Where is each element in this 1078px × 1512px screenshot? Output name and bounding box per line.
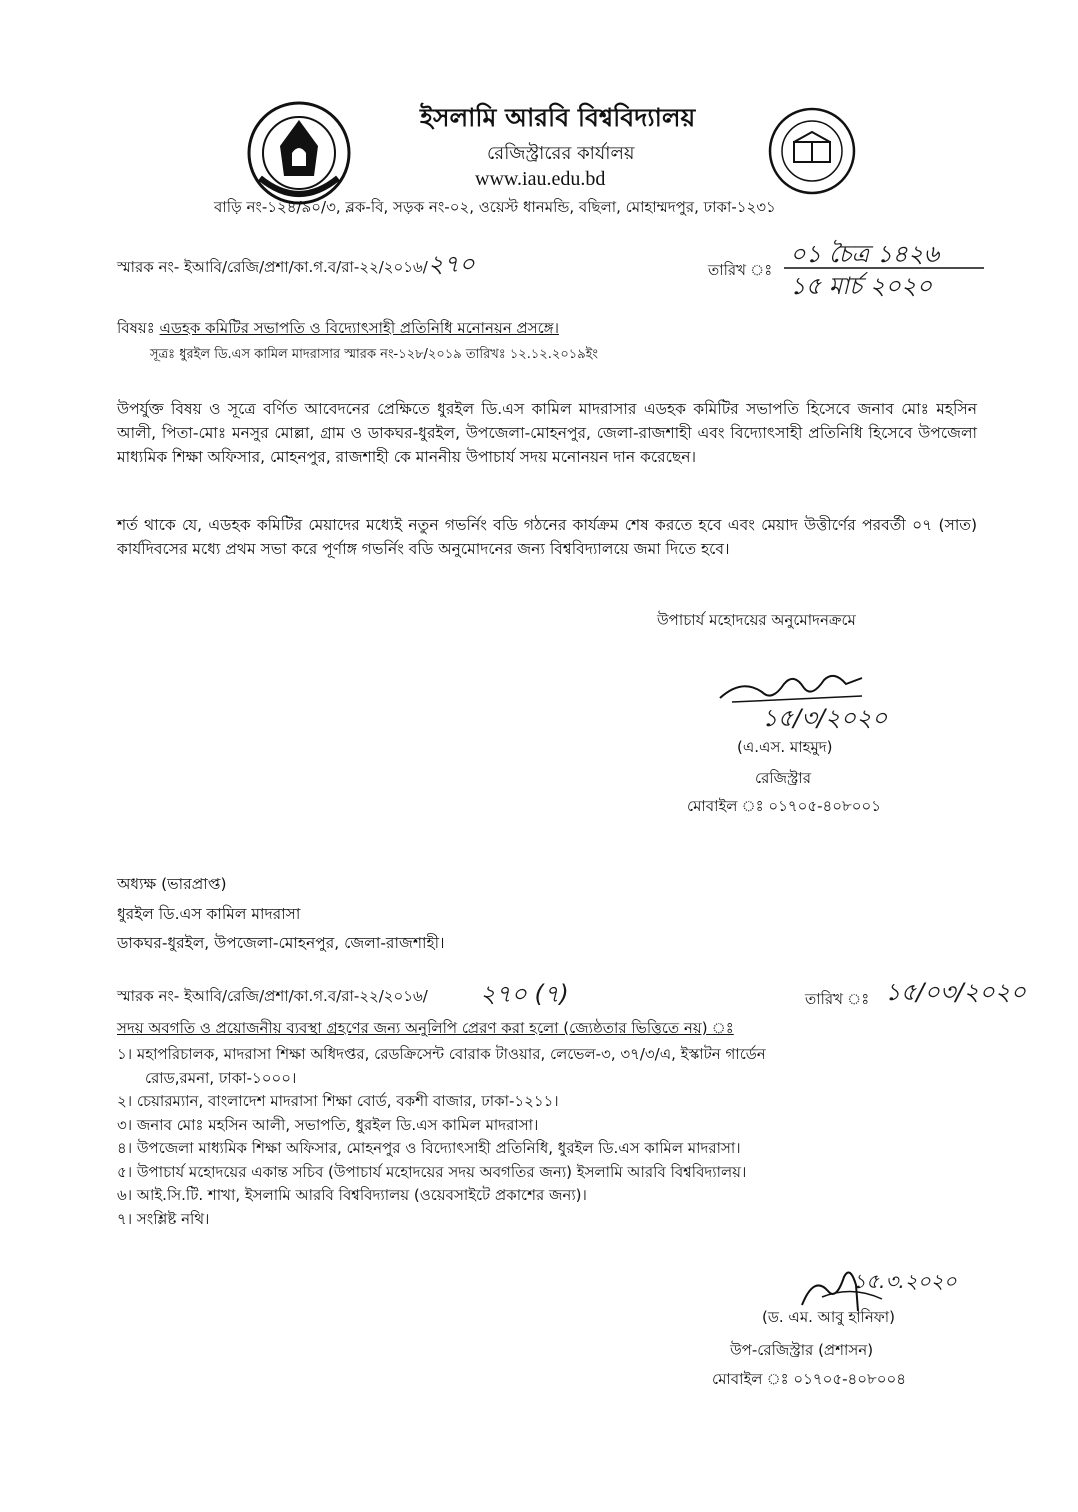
list-item: ৫। উপাচার্য মহোদয়ের একান্ত সচিব (উপাচার্য মহোদয়ের সদয় অবগতির জন্য) ইসলামি আরবি বিশ্ববিদ্যালয়।	[117, 1162, 747, 1181]
copy-heading: সদয় অবগতি ও প্রয়োজনীয় ব্যবস্থা গ্রহণের জন্য অনুলিপি প্রেরণ করা হলো (জ্যেষ্ঠতার ভিত্তিতে নয়) ঃ	[117, 1019, 734, 1037]
date-label: তারিখ ঃ	[708, 261, 773, 279]
date-bangla-handwritten: ০১ চৈত্র ১৪২৬	[790, 240, 940, 268]
subject-line	[117, 317, 559, 342]
registrar-designation: রেজিস্ট্রার	[755, 769, 812, 787]
recipient-line-1: অধ্যক্ষ (ভারপ্রাপ্ত)	[117, 875, 227, 893]
deputy-registrar-mobile: মোবাইল ঃ ০১৭০৫-৪০৮০০৪	[712, 1370, 907, 1388]
registrar-name: (এ.এস. মাহমুদ)	[737, 738, 833, 756]
subject-label: বিষয়ঃ	[117, 319, 155, 337]
registrar-sign-date: ১৫/৩/২০২০	[762, 704, 888, 732]
body-paragraph-1: উপর্যুক্ত বিষয় ও সূত্রে বর্ণিত আবেদনের প্রেক্ষিতে ধুরইল ডি.এস কামিল মাদরাসার এডহক কমিটির সভাপতি হিসেবে জনাব মোঃ মহসিন আলী, পিতা-মোঃ মনসুর মোল্লা, গ্রাম ও ডাকঘর-ধুরইল, উপজেলা-মোহনপুর, জেলা-রাজশাহী এবং বিদ্যোৎসাহী প্রতিনিধি হিসেবে উপজেলা মাধ্যমিক শিক্ষা অফিসার, মোহনপুর, রাজশাহী কে মাননীয় উপাচার্য সদয় মনোনয়ন দান করেছেন।	[117, 400, 977, 466]
body-paragraph-2: শর্ত থাকে যে, এডহক কমিটির মেয়াদের মধ্যেই নতুন গভর্নিং বডি গঠনের কার্যক্রম শেষ করতে হবে এবং মেয়াদ উত্তীর্ণের পরবর্তী ০৭ (সাত) কার্যদিবসের মধ্যে প্রথম সভা করে পূর্ণাঙ্গ গভর্নিং বডি অনুমোদনের জন্য বিশ্ববিদ্যালয়ে জমা দিতে হবে।	[117, 516, 977, 558]
address-text: বাড়ি নং-১২৪/৯০/৩, ব্লক-বি, সড়ক নং-০২, ওয়েস্ট ধানমন্ডি, বছিলা, মোহাম্মদপুর, ঢাকা-১২৩১	[214, 198, 776, 216]
registrar-mobile: মোবাইল ঃ ০১৭০৫-৪০৮০০১	[687, 797, 882, 815]
subject-text: এডহক কমিটির সভাপতি ও বিদ্যোৎসাহী প্রতিনিধি মনোনয়ন প্রসঙ্গে।	[159, 319, 559, 337]
memo2-date-label: তারিখ ঃ	[805, 990, 870, 1008]
website-text: www.iau.edu.bd	[475, 168, 606, 190]
memo-reference-handwritten: ২৭০	[427, 250, 475, 278]
office-name: রেজিস্ট্রারের কার্যালয়	[487, 143, 635, 164]
deputy-registrar-designation: উপ-রেজিস্ট্রার (প্রশাসন)	[730, 1341, 874, 1359]
list-item: রোড,রমনা, ঢাকা-১০০০।	[145, 1068, 297, 1087]
memo2-date-handwritten: ১৫/০৩/২০২০	[885, 978, 1026, 1006]
deputy-registrar-sign-date: ১৫.৩.২০২০	[853, 1269, 957, 1293]
list-item: ৬। আই.সি.টি. শাখা, ইসলামি আরবি বিশ্ববিদ্যালয় (ওয়েবসাইটে প্রকাশের জন্য)।	[117, 1186, 587, 1204]
list-item: ২। চেয়ারম্যান, বাংলাদেশ মাদরাসা শিক্ষা বোর্ড, বকশী বাজার, ঢাকা-১২১১।	[117, 1092, 559, 1110]
recipient-line-3: ডাকঘর-ধুরইল, উপজেলা-মোহনপুর, জেলা-রাজশাহী।	[117, 934, 445, 952]
memo-reference	[117, 246, 475, 286]
memo-reference-label: স্মারক নং- ইআবি/রেজি/প্রশা/কা.গ.ব/রা-২২/২০১৬/	[117, 258, 428, 276]
source-reference: সূত্রঃ ধুরইল ডি.এস কামিল মাদরাসার স্মারক নং-১২৮/২০১৯ তারিখঃ ১২.১২.২০১৯ইং	[150, 347, 599, 362]
deputy-registrar-name: (ড. এম. আবু হানিফা)	[762, 1308, 895, 1326]
mujib-year-logo	[764, 106, 860, 196]
date-divider-line	[784, 266, 984, 270]
list-item: ৪। উপজেলা মাধ্যমিক শিক্ষা অফিসার, মোহনপুর ও বিদ্যোৎসাহী প্রতিনিধি, ধুরইল ডি.এস কামিল মাদরাসা।	[117, 1139, 741, 1157]
university-name: ইসলামি আরবি বিশ্ববিদ্যালয়	[420, 103, 696, 132]
copy-list	[117, 1043, 997, 1231]
approval-note: উপাচার্য মহোদয়ের অনুমোদনক্রমে	[657, 611, 856, 629]
recipient-line-2: ধুরইল ডি.এস কামিল মাদরাসা	[117, 905, 301, 923]
university-logo	[240, 98, 358, 208]
date-english-handwritten: ১৫ মার্চ ২০২০	[790, 272, 933, 300]
memo2-reference-handwritten: ২৭০ (৭)	[480, 980, 569, 1008]
memo2-reference-label: স্মারক নং- ইআবি/রেজি/প্রশা/কা.গ.ব/রা-২২/২০১৬/	[117, 987, 428, 1005]
list-item: ১। মহাপরিচালক, মাদরাসা শিক্ষা অধিদপ্তর, রেডক্রিসেন্ট বোরাক টাওয়ার, লেভেল-৩, ৩৭/৩/এ, ইস্কাটন গার্ডেন	[117, 1045, 766, 1063]
list-item: ৭। সংশ্লিষ্ট নথি।	[117, 1209, 210, 1228]
list-item: ৩। জনাব মোঃ মহসিন আলী, সভাপতি, ধুরইল ডি.এস কামিল মাদরাসা।	[117, 1115, 539, 1134]
